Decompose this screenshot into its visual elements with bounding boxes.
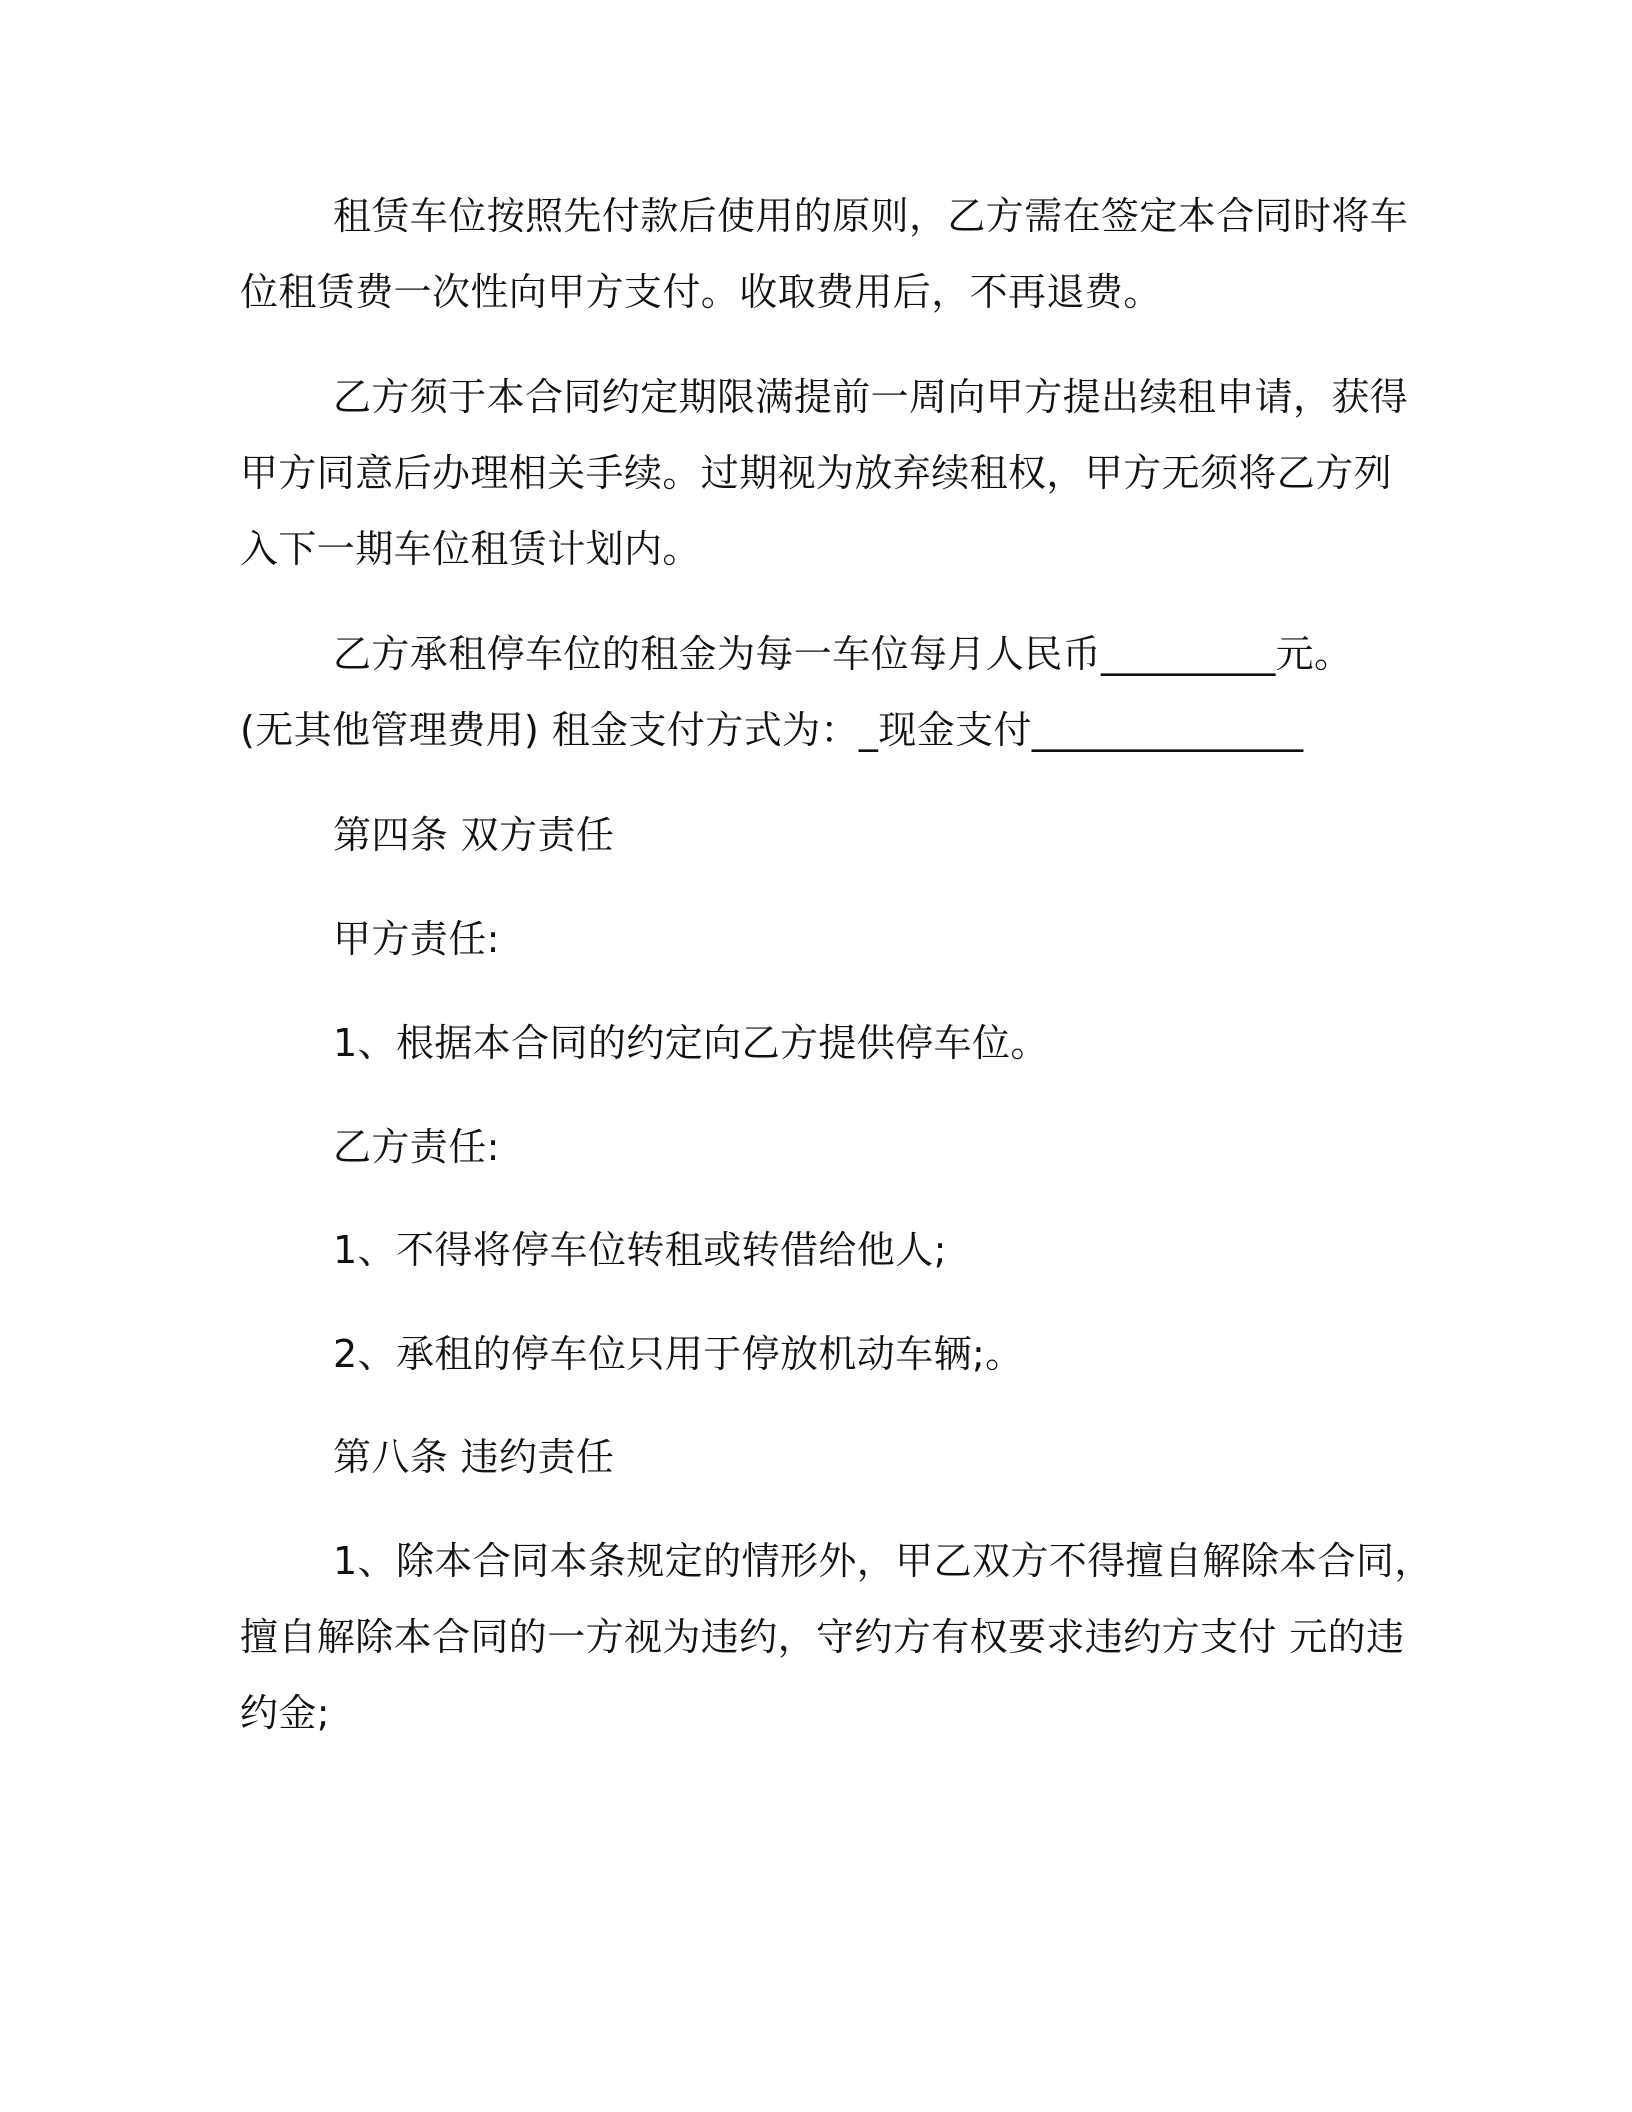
party-a-responsibility-label: 甲方责任: [333,917,500,961]
paragraph-3-line-2: (无其他管理费用) 租金支付方式为：_现金支付______________ [240,708,1304,752]
breach-item-1-line-3: 约金; [240,1691,331,1735]
party-b-item-2: 2、承租的停车位只用于停放机动车辆;。 [333,1332,1024,1376]
paragraph-3-line-1: 乙方承租停车位的租金为每一车位每月人民币_________元。 [333,632,1353,676]
breach-item-1-line-1: 1、除本合同本条规定的情形外，甲乙双方不得擅自解除本合同， [333,1539,1433,1583]
paragraph-2-line-2: 甲方同意后办理相关手续。过期视为放弃续租权，甲方无须将乙方列 [240,451,1393,495]
paragraph-2-line-1: 乙方须于本合同约定期限满提前一周向甲方提出续租申请，获得 [333,375,1409,419]
paragraph-1-line-2: 位租赁费一次性向甲方支付。收取费用后，不再退费。 [240,270,1162,314]
party-b-responsibility-label: 乙方责任: [333,1125,500,1169]
paragraph-2-line-3: 入下一期车位租赁计划内。 [240,527,701,571]
party-b-item-1: 1、不得将停车位转租或转借给他人; [333,1228,947,1272]
article-4-heading: 第四条 双方责任 [333,813,615,857]
paragraph-1-line-1: 租赁车位按照先付款后使用的原则，乙方需在签定本合同时将车 [333,194,1409,238]
breach-item-1-line-2: 擅自解除本合同的一方视为违约，守约方有权要求违约方支付 元的违 [240,1615,1405,1659]
article-8-heading: 第八条 违约责任 [333,1435,615,1479]
party-a-item-1: 1、根据本合同的约定向乙方提供停车位。 [333,1021,1049,1065]
